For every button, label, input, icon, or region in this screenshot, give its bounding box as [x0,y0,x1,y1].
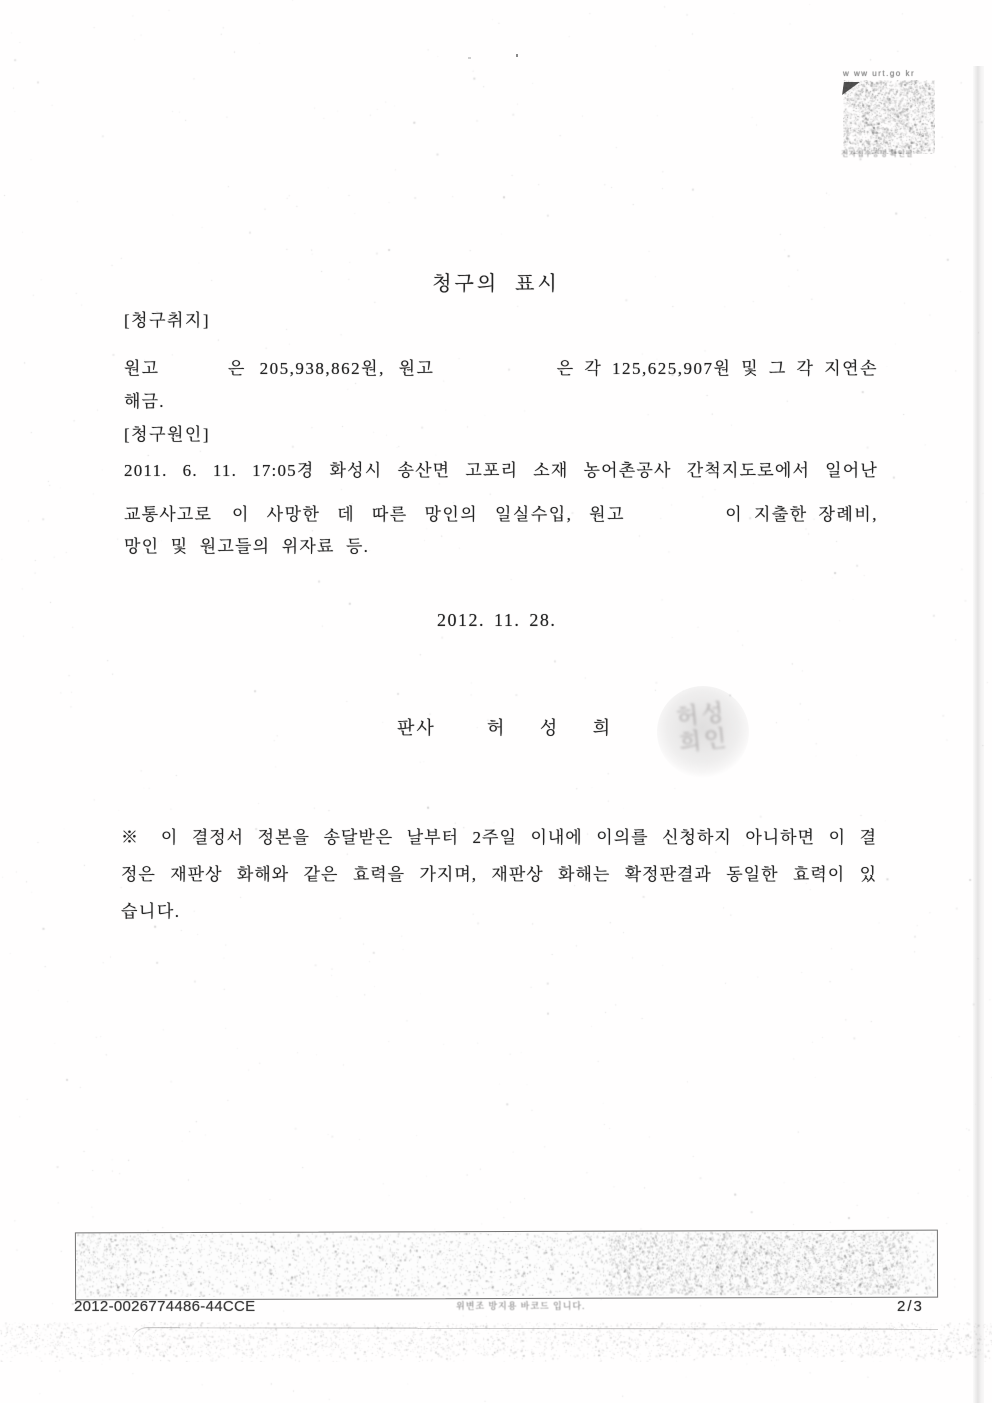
cause-line-1: 2011. 6. 11. 17:05경 화성시 송산면 고포리 소재 농어촌공사 간척지도로에서 일어난 [124,461,878,480]
cause-line2-seg3: 이 지출한 장례비, [725,505,878,524]
anti-forgery-barcode [75,1230,938,1301]
bottom-scan-line [132,1327,938,1344]
claim-line-1 [124,354,878,378]
page-title: 청구의 표시 [432,273,560,295]
judge-title-label: 판사 [397,718,436,738]
corner-stamp-url-text: w ww urt.go kr [843,69,916,78]
stamp-corner-mark-icon [842,82,860,95]
notice-line-2: 정은 재판상 화해와 같은 효력을 가지며, 재판상 화해는 확정판결과 동일한 효력이 있 [121,865,877,884]
cause-section-label: [청구원인] [124,425,211,444]
barcode-caption: 위변조 방지용 바코드 입니다. [456,1301,586,1311]
judge-seal-text: 허성희인 [675,699,731,756]
cause-line-3: 망인 및 원고들의 위자료 등. [124,537,370,556]
judge-name: 허 성 희 [487,718,613,738]
notice-line-1: ※ 이 결정서 정본을 송달받은 날부터 2주일 이내에 이의를 신청하지 아니하면 이 결 [121,828,877,847]
cause-line2-seg1: 교통사고로 [124,505,213,524]
cause-line-2 [124,500,878,524]
claim-line1-seg1: 원고 [124,359,160,378]
barcode-noise [76,1231,935,1298]
scan-speck [468,57,471,59]
decision-date: 2012. 11. 28. [437,610,557,630]
scan-edge-band [973,66,984,1403]
claim-line-2: 해금. [124,392,165,411]
document-number: 2012-0026774486-44CCE [74,1298,256,1315]
qr-stamp [843,80,935,154]
page-indicator: 2/3 [897,1298,924,1315]
scan-speck [516,54,518,57]
notice-line-3: 습니다. [121,902,181,921]
corner-stamp-caption: 전자접수증명 확인필 [841,149,914,158]
claim-line1-seg2: 은 205,938,862원, 원고 [228,359,435,378]
claim-section-label: [청구취지] [124,311,211,330]
claim-line1-seg3: 은 각 125,625,907원 및 그 각 지연손 [556,359,878,378]
cause-line2-seg2: 이 사망한 데 따른 망인의 일실수입, 원고 [232,505,626,524]
